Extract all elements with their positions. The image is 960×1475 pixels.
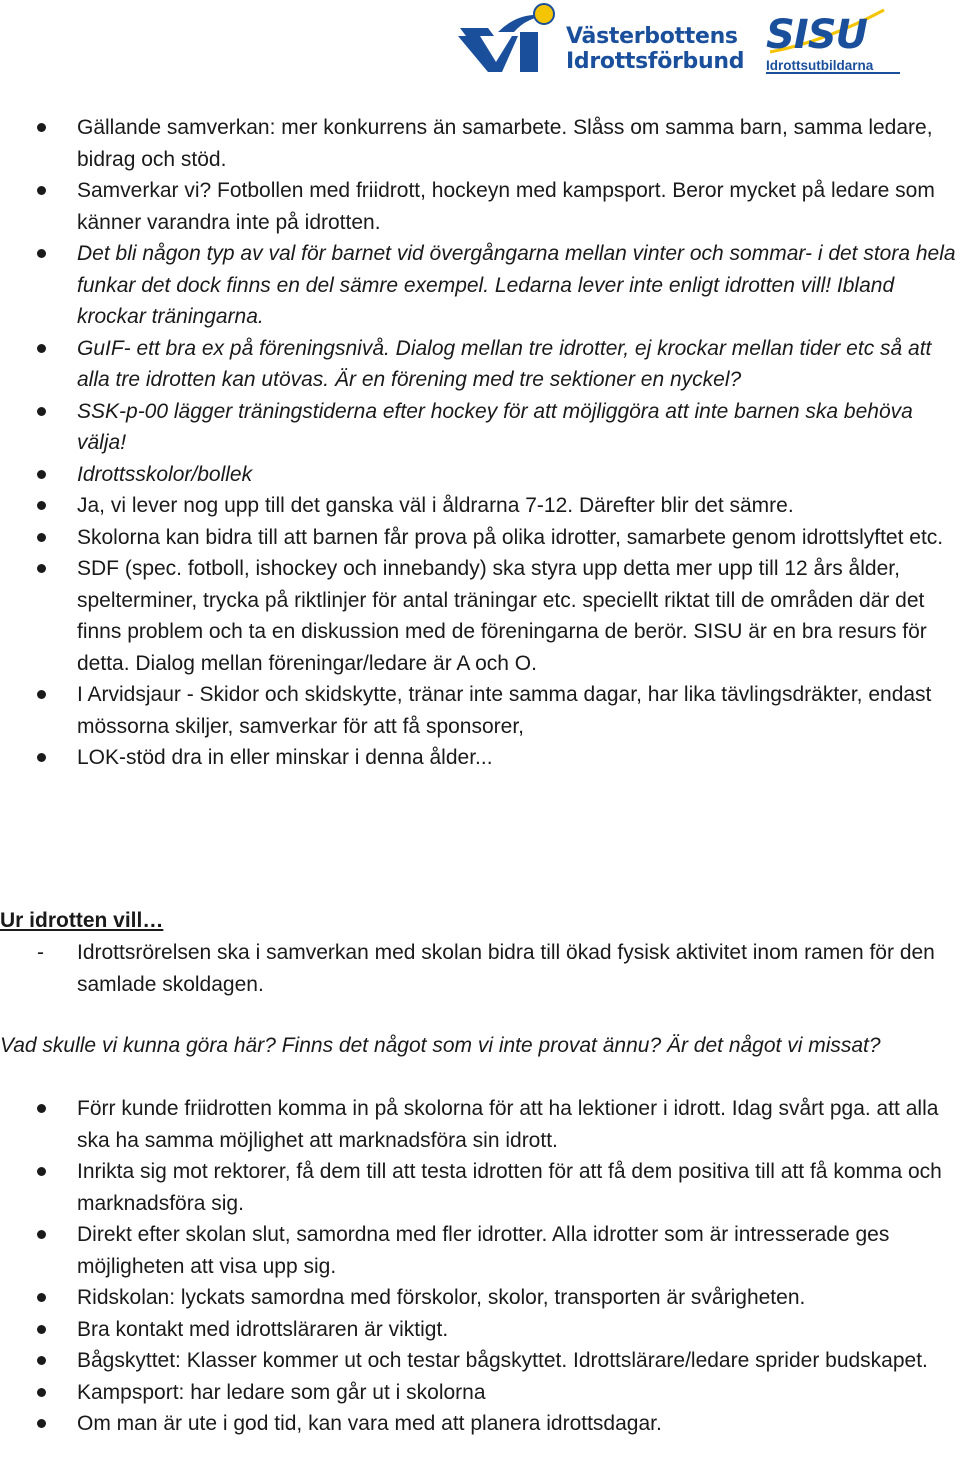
bullet-icon — [37, 753, 46, 762]
list-item — [0, 1377, 960, 1409]
bullet-icon — [37, 501, 46, 510]
list-item — [0, 333, 960, 396]
list-item-text: Bra kontakt med idrottsläraren är viktigt. — [77, 1317, 449, 1341]
list-item — [0, 553, 960, 679]
list-item — [0, 522, 960, 554]
list-item-text: Det bli någon typ av val för barnet vid övergångarna mellan vinter och sommar- i det stora hela funkar det dock finns en del sämre exempel. Ledarna lever inte enligt idrotten vill! Ibland krockar träningarna. — [77, 242, 956, 328]
list-item — [0, 1408, 960, 1440]
list-item — [0, 238, 960, 333]
bullet-icon — [37, 123, 46, 132]
bullet-icon — [37, 1388, 46, 1397]
bullet-icon — [37, 690, 46, 699]
bullet-icon — [37, 1104, 46, 1113]
sisu-logo-word: SISU — [766, 12, 867, 58]
list-item — [0, 490, 960, 522]
list-item-text: Inrikta sig mot rektorer, få dem till att testa idrotten för att få dem positiva till att få komma och marknadsföra sig. — [77, 1160, 942, 1215]
list-item-text: Om man är ute i god tid, kan vara med att planera idrottsdagar. — [77, 1412, 662, 1435]
list-item-text: Ja, vi lever nog upp till det ganska väl i åldrarna 7-12. Därefter blir det sämre. — [77, 494, 794, 517]
list-item — [0, 679, 960, 742]
list-item-text: Kampsport: har ledare som går ut i skolorna — [77, 1380, 486, 1404]
bullet-icon — [37, 533, 46, 542]
question-paragraph: Vad skulle vi kunna göra här? Finns det något som vi inte provat ännu? Är det något vi missat? — [0, 1034, 881, 1057]
list-item-text: Ridskolan: lyckats samordna med förskolor, skolor, transporten är svårigheten. — [77, 1286, 806, 1309]
dash-list-item — [0, 937, 960, 1000]
bullet-list-skolan — [0, 1093, 960, 1440]
list-item — [0, 1219, 960, 1282]
vi-logo-line2: Idrottsförbund — [566, 49, 745, 74]
vasterbottens-idrottsforbund-logo-text — [566, 24, 744, 74]
bullet-icon — [37, 1419, 46, 1428]
list-item — [0, 1314, 960, 1346]
bullet-icon — [37, 564, 46, 573]
bullet-icon — [37, 407, 46, 416]
bullet-icon — [37, 249, 46, 258]
list-item — [0, 459, 960, 491]
document-body-section1 — [0, 112, 960, 774]
list-item — [0, 112, 960, 175]
list-item-text: Bågskyttet: Klasser kommer ut och testar bågskyttet. Idrottslärare/ledare sprider budskapet. — [77, 1349, 928, 1372]
bullet-icon — [37, 1167, 46, 1176]
list-item-text: I Arvidsjaur - Skidor och skidskytte, tränar inte samma dagar, har lika tävlingsdräkter, endast mössorna skiljer, samverkar för att få sponsorer, — [77, 683, 932, 738]
list-item-text: SDF (spec. fotboll, ishockey och innebandy) ska styra upp detta mer upp till 12 års ålder, spelterminer, trycka på riktlinjer för antal träningar etc. speciellt riktat till de områden där det finns problem och ta en diskussion med de föreningarna de berör. SISU är en bra resurs för detta. Dialog mellan föreningar/ledare är A och O. — [77, 557, 927, 675]
bullet-icon — [37, 1325, 46, 1334]
vi-logo-line1: Västerbottens — [566, 24, 738, 49]
list-item-text: Idrottsskolor/bollek — [77, 462, 253, 486]
list-item-text: Skolorna kan bidra till att barnen får prova på olika idrotter, samarbete genom idrottslyftet etc. — [77, 525, 944, 549]
list-item-text: SSK-p-00 lägger träningstiderna efter hockey för att möjliggöra att inte barnen ska behöva välja! — [77, 399, 913, 454]
list-item-text: Förr kunde friidrotten komma in på skolorna för att ha lektioner i idrott. Idag svårt pga. att alla ska ha samma möjlighet att marknadsföra sin idrott. — [77, 1097, 939, 1152]
bullet-icon — [37, 186, 46, 195]
page-header-logos — [0, 0, 960, 80]
bullet-icon — [37, 1356, 46, 1365]
dash-list-item-text: Idrottsrörelsen ska i samverkan med skolan bidra till ökad fysisk aktivitet inom ramen för den samlade skoldagen. — [77, 941, 935, 996]
bullet-icon — [37, 1230, 46, 1239]
sisu-logo-subtitle: Idrottsutbildarna — [766, 58, 874, 73]
list-item — [0, 1282, 960, 1314]
list-item — [0, 1156, 960, 1219]
dash-marker: - — [37, 941, 44, 964]
section-heading: Ur idrotten vill… — [0, 909, 164, 932]
list-item-text: Gällande samverkan: mer konkurrens än samarbete. Slåss om samma barn, samma ledare, bidrag och stöd. — [77, 116, 933, 171]
list-item — [0, 1093, 960, 1156]
vasterbottens-idrottsforbund-logo-mark — [458, 2, 560, 74]
list-item — [0, 175, 960, 238]
list-item-text: Direkt efter skolan slut, samordna med fler idrotter. Alla idrotter som är intresserade ges möjligheten att visa upp sig. — [77, 1223, 890, 1278]
document-body-section2 — [0, 1093, 960, 1440]
bullet-list-samverkan — [0, 112, 960, 774]
list-item — [0, 396, 960, 459]
bullet-icon — [37, 1293, 46, 1302]
list-item — [0, 742, 960, 774]
bullet-icon — [37, 344, 46, 353]
bullet-icon — [37, 470, 46, 479]
list-item-text: Samverkar vi? Fotbollen med friidrott, hockeyn med kampsport. Beror mycket på ledare som känner varandra inte på idrotten. — [77, 179, 935, 234]
list-item-text: LOK-stöd dra in eller minskar i denna ålder... — [77, 746, 493, 769]
list-item — [0, 1345, 960, 1377]
list-item-text: GuIF- ett bra ex på föreningsnivå. Dialog mellan tre idrotter, ej krockar mellan tider etc så att alla tre idrotten kan utövas. Är en förening med tre sektioner en nyckel? — [77, 336, 932, 391]
